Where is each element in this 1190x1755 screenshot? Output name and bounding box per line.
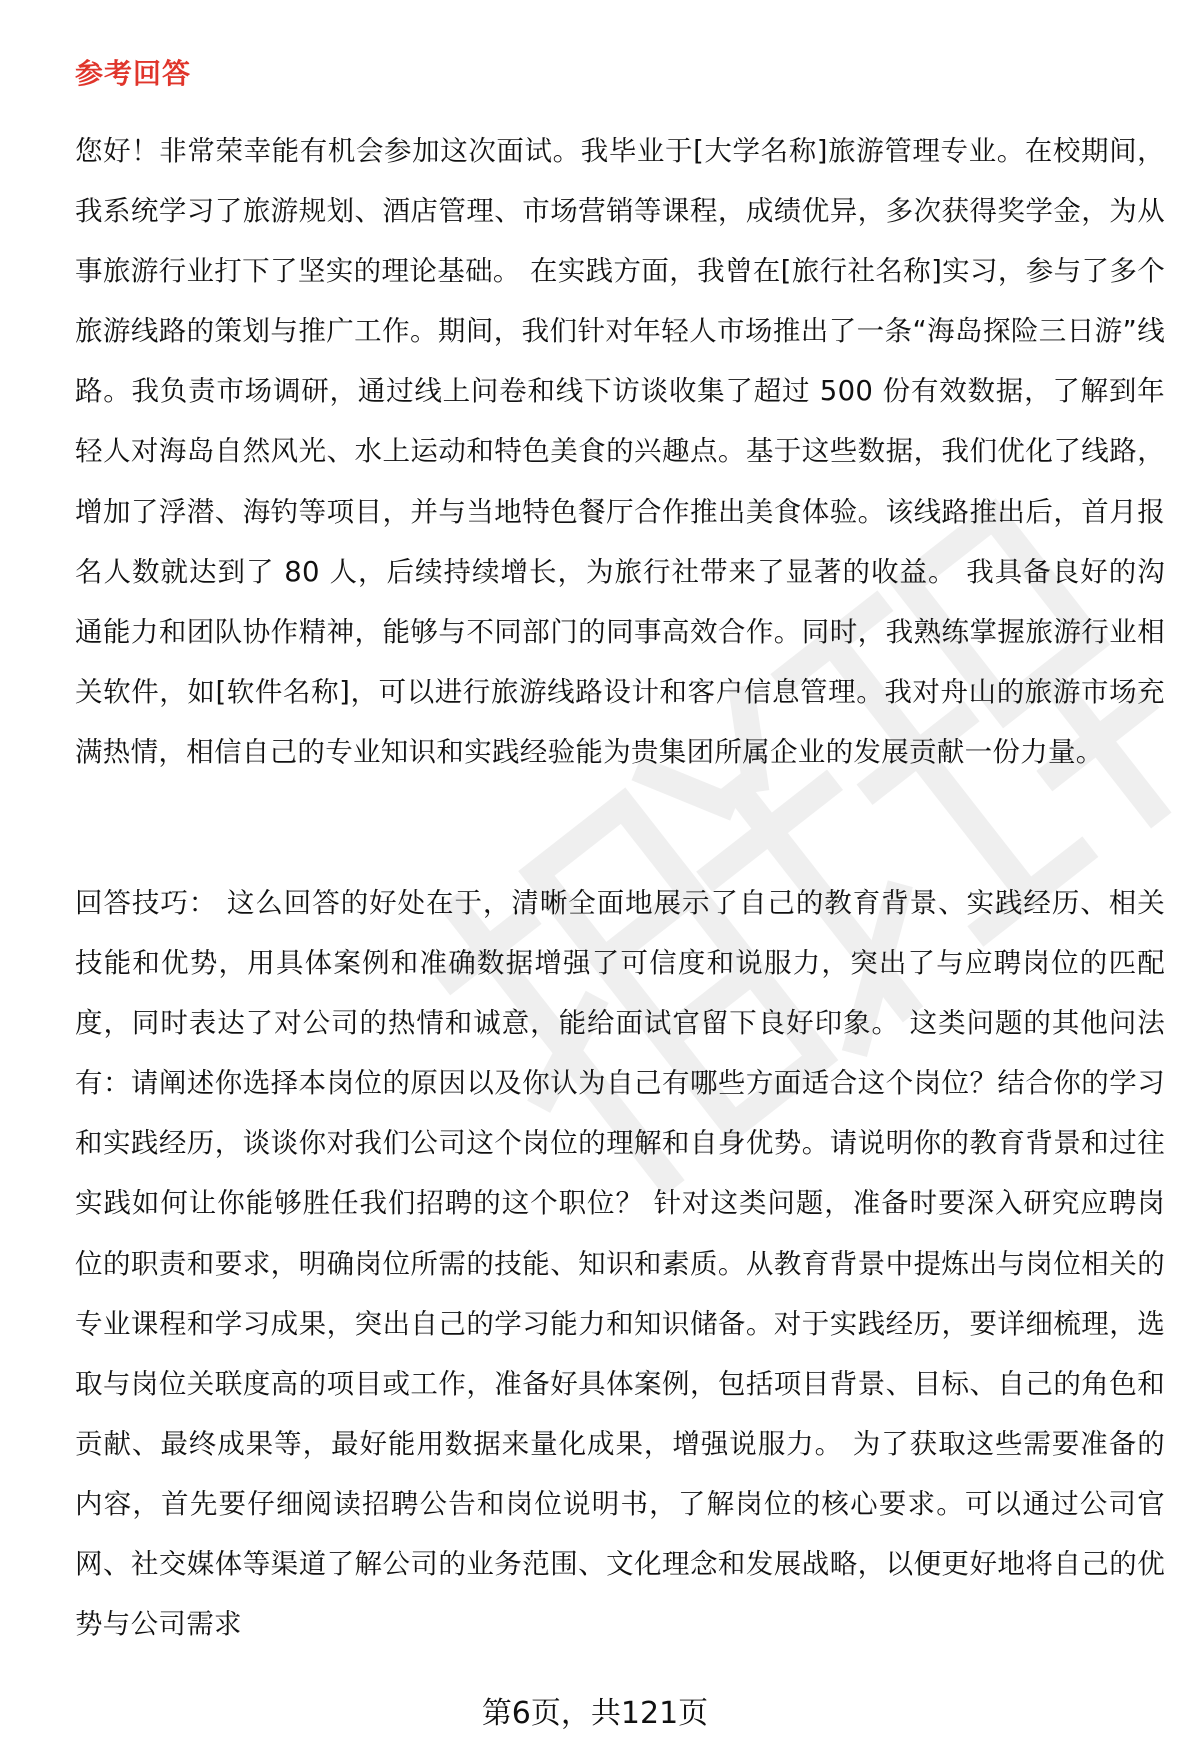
section-title: 参考回答 [75, 57, 192, 90]
answer-paragraph: 您好！非常荣幸能有机会参加这次面试。我毕业于[大学名称]旅游管理专业。在校期间，我系统学习了旅游规划、酒店管理、市场营销等课程，成绩优异，多次获得奖学金，为从事旅游行业打下了坚实的理论基础。 在实践方面，我曾在[旅行社名称]实习，参与了多个旅游线路的策划与推广工作。期间，我们针对年轻人市场推出了一条“海岛探险三日游”线路。我负责市场调研，通过线上问卷和线下访谈收集了超过 500 份有效数据，了解到年轻人对海岛自然风光、水上运动和特色美食的兴趣点。基于这些数据，我们优化了线路，增加了浮潜、海钓等项目，并与当地特色餐厅合作推出美食体验。该线路推出后，首月报名人数就达到了 80 人，后续持续增长，为旅行社带来了显著的收益。 我具备良好的沟通能力和团队协作精神，能够与不同部门的同事高效合作。同时，我熟练掌握旅游行业相关软件，如[软件名称]，可以进行旅游线路设计和客户信息管理。我对舟山的旅游市场充满热情，相信自己的专业知识和实践经验能为贵集团所属企业的发展贡献一份力量。 [75, 135, 1165, 768]
tips-paragraph: 回答技巧： 这么回答的好处在于，清晰全面地展示了自己的教育背景、实践经历、相关技能和优势，用具体案例和准确数据增强了可信度和说服力，突出了与应聘岗位的匹配度，同时表达了对公司的热情和诚意，能给面试官留下良好印象。 这类问题的其他问法有：请阐述你选择本岗位的原因以及你认为自己有哪些方面适合这个岗位？结合你的学习和实践经历，谈谈你对我们公司这个岗位的理解和自身优势。请说明你的教育背景和过往实践如何让你能够胜任我们招聘的这个职位？ 针对这类问题，准备时要深入研究应聘岗位的职责和要求，明确岗位所需的技能、知识和素质。从教育背景中提炼出与岗位相关的专业课程和学习成果，突出自己的学习能力和知识储备。对于实践经历，要详细梳理，选取与岗位关联度高的项目或工作，准备好具体案例，包括项目背景、目标、自己的角色和贡献、最终成果等，最好能用数据来量化成果，增强说服力。 为了获取这些需要准备的内容，首先要仔细阅读招聘公告和岗位说明书，了解岗位的核心要求。可以通过公司官网、社交媒体等渠道了解公司的业务范围、文化理念和发展战略，以便更好地将自己的优势与公司需求 [75, 887, 1165, 1641]
page-number: 第6页，共121页 [481, 1696, 709, 1731]
